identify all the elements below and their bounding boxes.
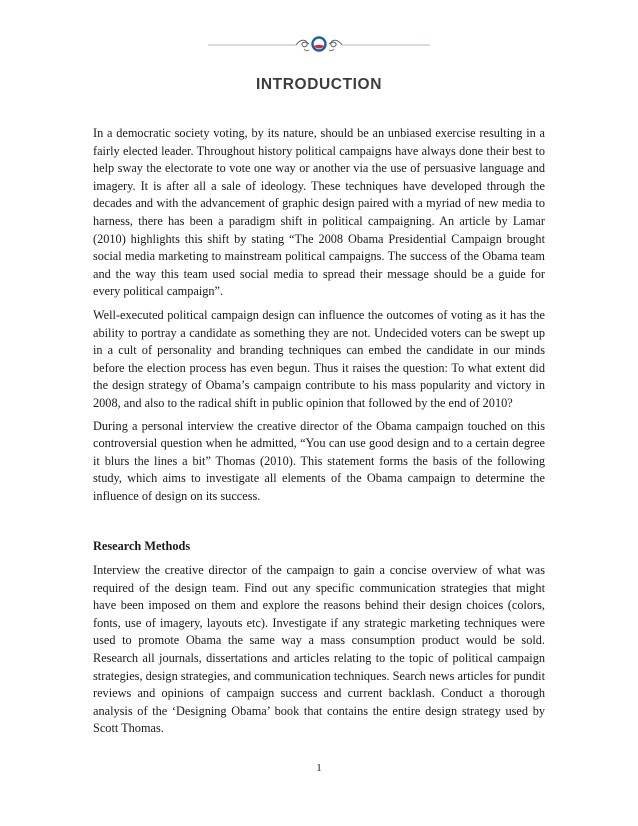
research-methods-heading: Research Methods <box>93 539 191 554</box>
intro-paragraph-3: During a personal interview the creative director of the Obama campaign touched on this controversial question when he admitted, “You can use good design and to a certain degree it blurs the lines a bit” Thomas (2010). This statement forms the basis of the following study, which aims to investigate all elements of the Obama campaign to determine the influence of design on its success. <box>93 418 545 503</box>
intro-paragraph-1: In a democratic society voting, by its nature, should be an unbiased exercise resulting in a fairly elected leader. Throughout history political campaigns have always done their best to help sway the electorate to vote one way or another via the use of persuasive language and imagery. It is after all a sale of ideology. These techniques have developed through the decades and with the advancement of graphic design paired with a myriad of new media to harness, there has been a paradigm shift in political campaigning. An article by Lamar (2010) highlights this shift by stating “The 2008 Obama Presidential Campaign brought social media marketing to mainstream political campaigns. The success of the Obama team and the way this team used social media to spread their message should be a guide for every political campaign”. <box>93 126 545 299</box>
page-number: 1 <box>316 762 322 774</box>
intro-paragraph-2: Well-executed political campaign design can influence the outcomes of voting as it has the ability to portray a candidate as something they are not. Undecided voters can be swept up in a cult of personality and branding techniques can embed the candidate in our minds before the election process has even begun. Thus it raises the question: To what extent did the design strategy of Obama’s campaign contribute to his mass popularity and victory in 2008, and also to the radical shift in public opinion that followed by the end of 2010? <box>93 307 545 410</box>
flourish-with-obama-logo-icon <box>208 30 430 58</box>
document-body <box>93 125 545 738</box>
page-title: INTRODUCTION <box>255 76 383 93</box>
research-methods-paragraph: Interview the creative director of the campaign to gain a concise overview of what was required of the design team. Find out any specific communication strategies that might have been imposed on them and explore the reasons behind their design choices (colors, fonts, use of imagery, layouts etc). Investigate if any strategic marketing techniques were used to promote Obama the same way a mass consumption product would be sold. Research all journals, dissertations and articles relating to the topic of political campaign strategies, design strategies, and communication techniques. Search news articles for pundit reviews and opinions of campaign success and current backlash. Conduct a thorough analysis of the ‘Designing Obama’ book that contains the entire design strategy used by Scott Thomas. <box>93 563 545 736</box>
